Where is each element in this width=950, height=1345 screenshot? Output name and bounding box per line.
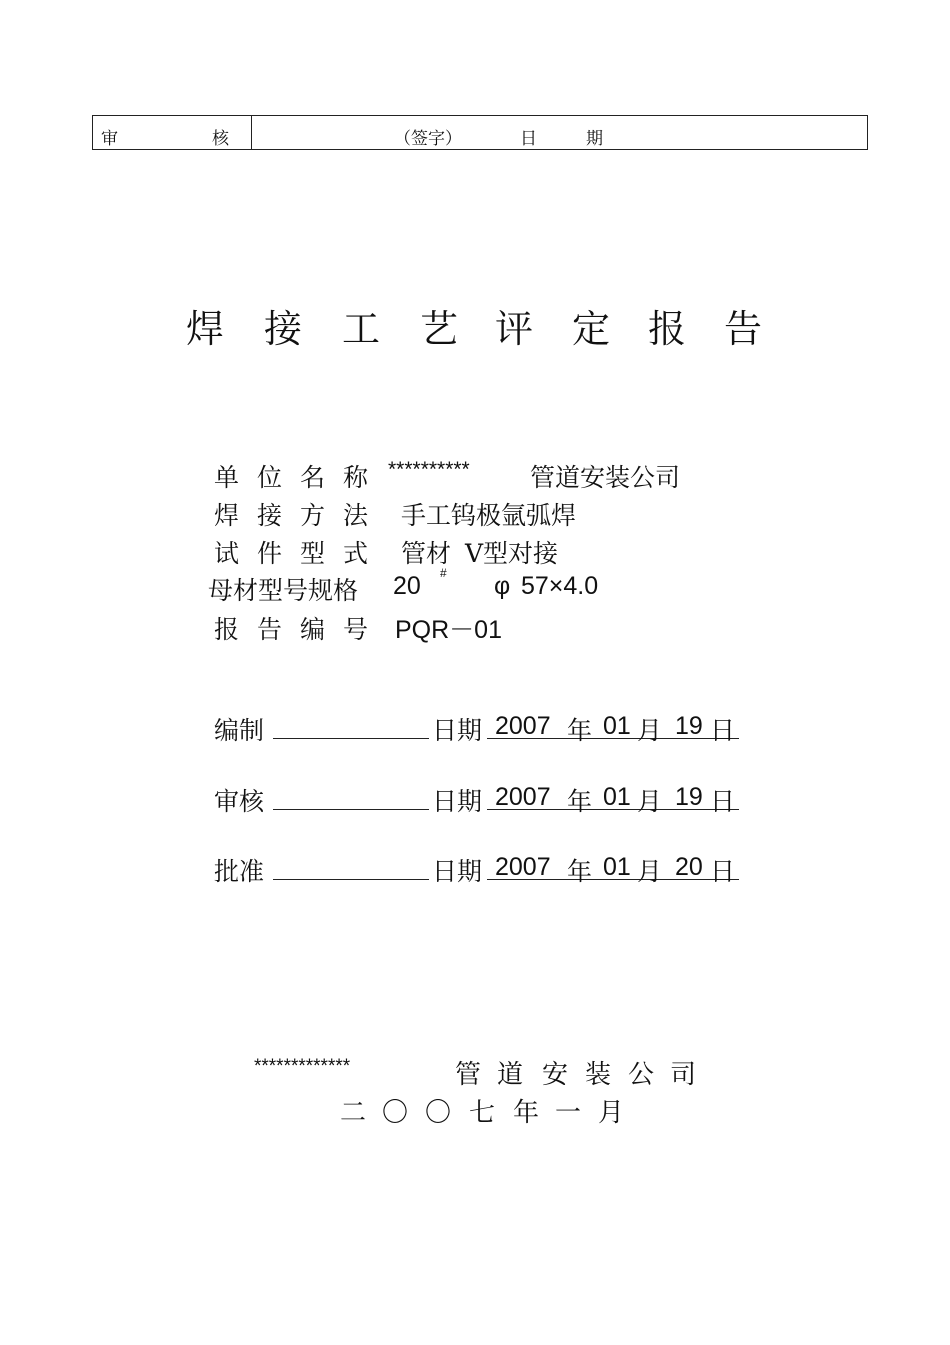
date-day: 20: [675, 853, 703, 881]
title-char: 接: [264, 307, 303, 351]
title-char: 报: [648, 307, 687, 351]
date-year: 2007: [495, 783, 551, 811]
footer-company-char: 安: [542, 1060, 569, 1090]
title-char: 焊: [186, 307, 225, 351]
date-label: 日期: [432, 787, 483, 816]
title-char: 定: [572, 307, 611, 351]
signature-role: 编制: [214, 716, 265, 745]
review-date-a: 日: [520, 129, 537, 149]
report-label-char: 告: [257, 615, 283, 644]
method-label-char: 法: [343, 501, 369, 530]
footer-company-char: 道: [497, 1060, 524, 1090]
footer-company-char: 管: [455, 1060, 482, 1090]
date-label: 日期: [432, 857, 483, 886]
specimen-label-char: 式: [343, 539, 369, 568]
title-char: 评: [495, 307, 534, 351]
footer-company-char: 装: [585, 1060, 612, 1090]
date-nian: 年: [567, 787, 593, 816]
specimen-label-char: 试: [214, 539, 240, 568]
unit-label-char: 位: [257, 463, 283, 492]
material-sup: #: [440, 566, 447, 580]
specimen-label-char: 件: [257, 539, 283, 568]
footer-date-char: 年: [513, 1098, 540, 1128]
date-month: 01: [603, 712, 631, 740]
unit-label-char: 称: [343, 463, 369, 492]
date-yue: 月: [637, 787, 663, 816]
footer-date-char: 月: [598, 1098, 625, 1128]
phi-symbol: φ: [494, 572, 511, 600]
footer-date-char: 七: [469, 1098, 496, 1128]
date-year: 2007: [495, 712, 551, 740]
date-month: 01: [603, 853, 631, 881]
method-value: 手工钨极氩弧焊: [401, 501, 577, 530]
review-label-b: 核: [212, 129, 229, 149]
review-label-a: 审: [101, 129, 118, 149]
review-table: [92, 115, 868, 150]
footer-stars: *************: [254, 1056, 351, 1077]
date-month: 01: [603, 783, 631, 811]
review-sign-cell: [252, 116, 867, 149]
method-label-char: 方: [300, 501, 326, 530]
title-char: 告: [724, 307, 763, 351]
footer-company-char: 司: [670, 1060, 697, 1090]
footer-date-char: 〇: [382, 1098, 409, 1128]
date-ri: 日: [710, 787, 736, 816]
date-year: 2007: [495, 853, 551, 881]
material-label: 母材型号规格: [208, 576, 359, 605]
unit-label-char: 名: [300, 463, 326, 492]
review-sign: （签字）: [394, 129, 462, 149]
date-nian: 年: [567, 857, 593, 886]
specimen-value-b: V型对接: [465, 539, 559, 568]
specimen-value-a: 管材: [401, 539, 452, 568]
date-ri: 日: [710, 857, 736, 886]
date-day: 19: [675, 712, 703, 740]
footer-company-char: 公: [628, 1060, 655, 1090]
report-label-char: 编: [300, 615, 326, 644]
date-ri: 日: [710, 716, 736, 745]
signature-line: [273, 738, 429, 739]
material-size: 57×4.0: [521, 572, 599, 600]
title-char: 工: [342, 307, 381, 351]
date-yue: 月: [637, 716, 663, 745]
signature-line: [273, 879, 429, 880]
unit-value: 管道安装公司: [530, 463, 681, 492]
signature-role: 审核: [214, 787, 265, 816]
unit-label-char: 单: [214, 463, 240, 492]
signature-role: 批准: [214, 857, 265, 886]
date-nian: 年: [567, 716, 593, 745]
unit-stars: **********: [388, 458, 470, 481]
signature-line: [273, 809, 429, 810]
specimen-label-char: 型: [300, 539, 326, 568]
footer-date-char: 二: [340, 1098, 367, 1128]
date-label: 日期: [432, 716, 483, 745]
report-label-char: 报: [214, 615, 240, 644]
method-label-char: 接: [257, 501, 283, 530]
date-day: 19: [675, 783, 703, 811]
report-label-char: 号: [343, 615, 369, 644]
title-char: 艺: [420, 307, 459, 351]
method-label-char: 焊: [214, 501, 240, 530]
report-number: PQR－01: [395, 616, 502, 644]
material-grade: 20: [393, 572, 421, 600]
footer-date-char: 〇: [425, 1098, 452, 1128]
footer-date-char: 一: [555, 1098, 582, 1128]
review-label-cell: [93, 116, 252, 149]
date-yue: 月: [637, 857, 663, 886]
review-date-b: 期: [586, 129, 603, 149]
